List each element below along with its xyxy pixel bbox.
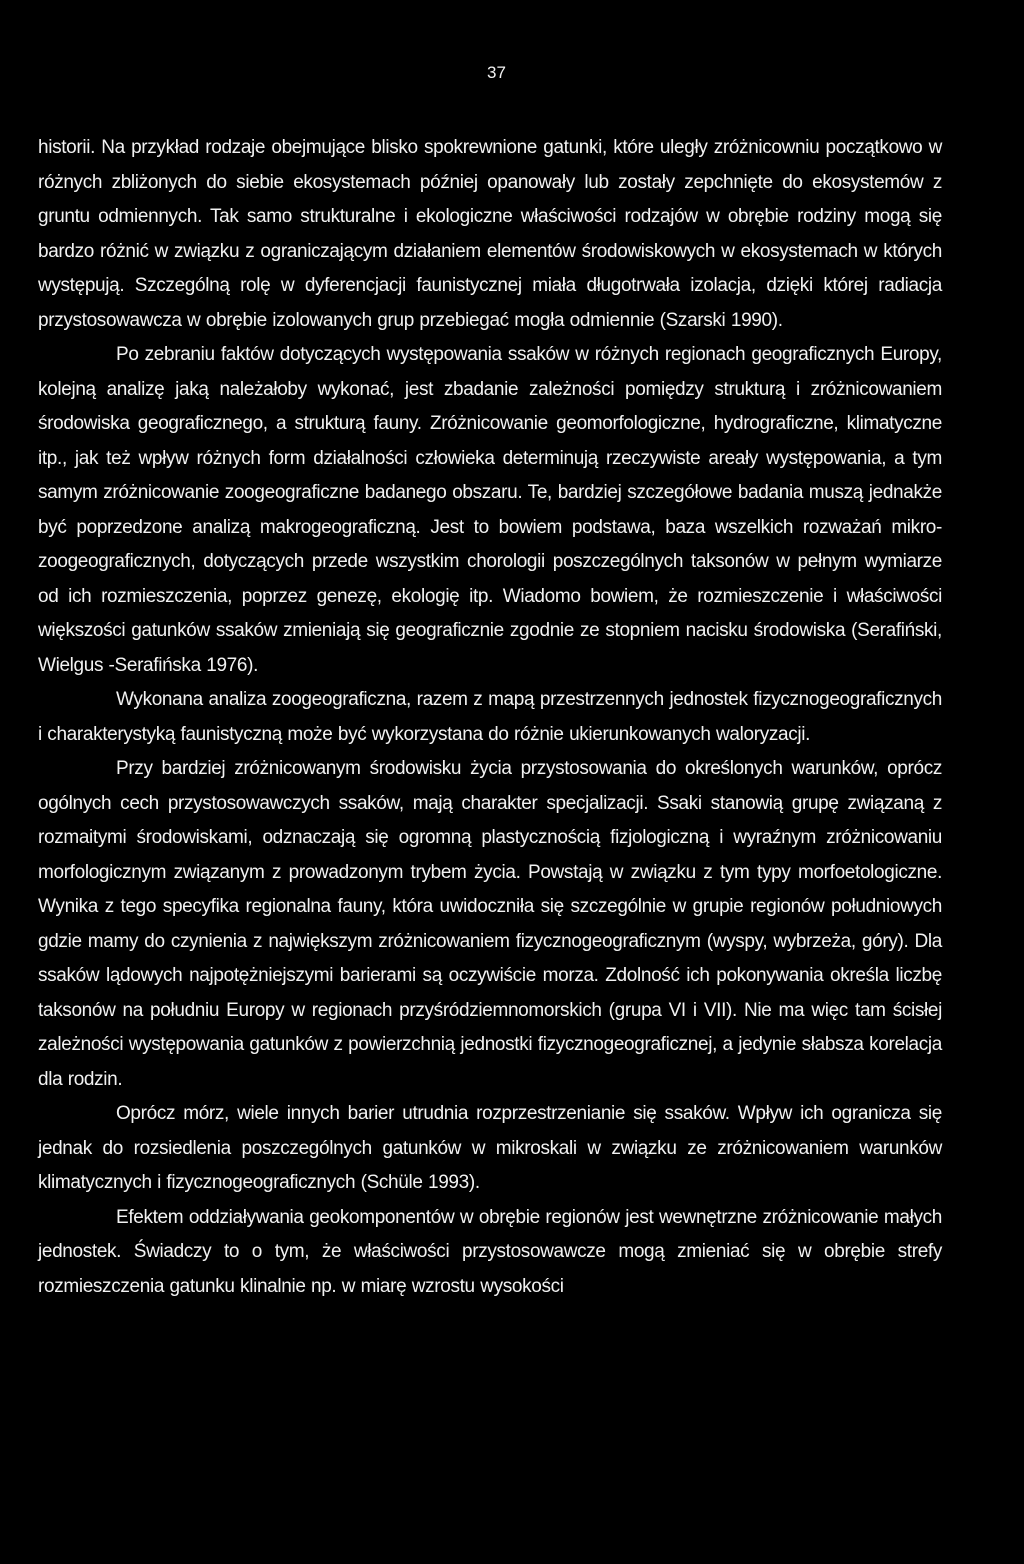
page-number: 37 [487, 63, 506, 82]
paragraph: Wykonana analiza zoogeograficzna, razem z mapą przestrzennych jednostek fizycznogeograficznych i charakterystyką faunistyczną może być wykorzystana do różnie ukierunkowanych waloryzacji. [38, 689, 942, 745]
paragraph: Przy bardziej zróżnicowanym środowisku życia przystosowania do określonych warunków, oprócz ogólnych cech przystosowawczych ssaków, mają charakter specjalizacji. Ssaki stanowią grupę związaną z rozmaitymi środowiskami, odznaczają się ogromną plastycznością fizjologiczną i wyraźnym zróżnicowaniu morfologicznym związanym z prowadzonym trybem życia. Powstają w związku z tym typy morfoetologiczne. Wynika z tego specyfika regionalna fauny, która uwidoczniła się szczególnie w grupie regionów południowych gdzie mamy do czynienia z największym zróżnicowaniem fizycznogeograficznym (wyspy, wybrzeża, góry). Dla ssaków lądowych najpotężniejszymi barierami są oczywiście morza. Zdolność ich pokonywania określa liczbę taksonów na południu Europy w regionach przyśródziemnomorskich (grupa VI i VII). Nie ma więc tam ścisłej zależności występowania gatunków z powierzchnią jednostki fizycznogeograficznej, a jedynie słabsza korelacja dla rodzin. [38, 758, 942, 1090]
paragraph: Oprócz mórz, wiele innych barier utrudnia rozprzestrzenianie się ssaków. Wpływ ich ogranicza się jednak do rozsiedlenia poszczególnych gatunków w mikroskali w związku ze zróżnicowaniem warunków klimatycznych i fizycznogeograficznych (Schüle 1993). [38, 1103, 942, 1193]
paragraph: Efektem oddziaływania geokomponentów w obrębie regionów jest wewnętrzne zróżnicowanie małych jednostek. Świadczy to o tym, że właściwości przystosowawcze mogą zmieniać się w obrębie strefy rozmieszczenia gatunku klinalnie np. w miarę wzrostu wysokości [38, 1206, 942, 1297]
paragraph: Po zebraniu faktów dotyczących występowania ssaków w różnych regionach geograficznych Europy, kolejną analizę jaką należałoby wykonać, jest zbadanie zależności pomiędzy strukturą i zróżnicowaniem środowiska geograficznego, a strukturą fauny. Zróżnicowanie geomorfologiczne, hydrograficzne, klimatyczne itp., jak też wpływ różnych form działalności człowieka determinują rzeczywiste areały występowania, a tym samym zróżnicowanie zoogeograficzne badanego obszaru. Te, bardziej szczegółowe badania muszą jednakże być poprzedzone analizą makrogeograficzną. Jest to bowiem podstawa, baza wszelkich rozważań mikro-zoogeograficznych, dotyczących przede wszystkim chorologii poszczególnych taksonów w pełnym wymiarze od ich rozmieszczenia, poprzez genezę, ekologię itp. Wiadomo bowiem, że rozmieszczenie i właściwości większości gatunków ssaków zmieniają się geograficznie zgodnie ze stopniem nacisku środowiska (Serafiński, Wielgus -Serafińska 1976). [38, 344, 942, 676]
body-text [38, 131, 942, 1304]
paragraph: historii. Na przykład rodzaje obejmujące blisko spokrewnione gatunki, które uległy zróżnicowniu początkowo w różnych zbliżonych do siebie ekosystemach później opanowały lub zostały zepchnięte do ekosystemów z gruntu odmiennych. Tak samo strukturalne i ekologiczne właściwości rodzajów w obrębie rodziny mogą się bardzo różnić w związku z ograniczającym działaniem elementów środowiskowych w ekosystemach w których występują. Szczególną rolę w dyferencjacji faunistycznej miała długotrwała izolacja, dzięki której radiacja przystosowawcza w obrębie izolowanych grup przebiegać mogła odmiennie (Szarski 1990). [38, 137, 942, 331]
